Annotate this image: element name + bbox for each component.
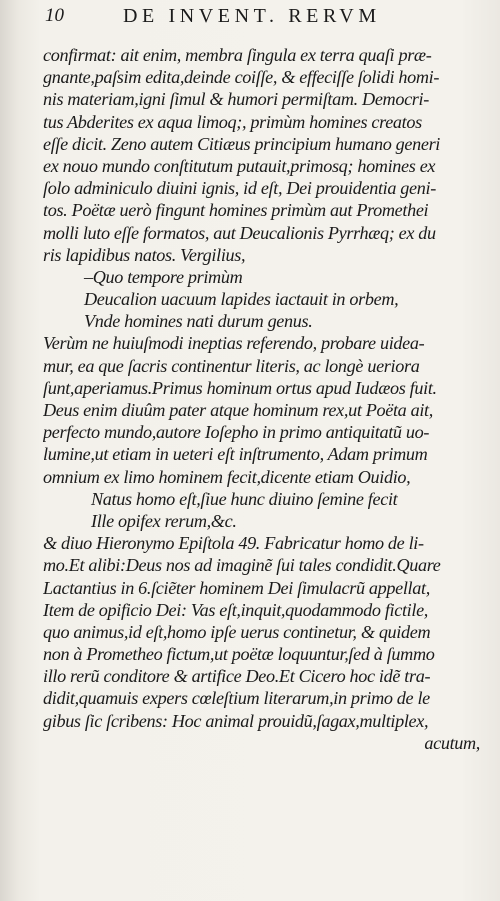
text-line: Natus homo eſt,ſiue hunc diuino ſemine fecit	[91, 488, 398, 509]
text-line: confirmat: ait enim, membra ſingula ex terra quaſi præ-	[43, 45, 432, 65]
body-text	[43, 44, 488, 754]
text-line: quo animus,id eſt,homo ipſe uerus continetur, & quidem	[43, 621, 431, 642]
text-line: molli luto eſſe formatos, aut Deucalionis Pyrrhæq; ex du	[43, 222, 436, 243]
text-line: non à Prometheo fictum,ut poëtæ loquuntur,ſed à ſummo	[43, 644, 435, 665]
text-line: Item de opificio Dei: Vas eſt,inquit,quodammodo fictile,	[43, 599, 428, 620]
text-line: Lactantius in 6.ſciẽter hominem Dei ſimulacrũ appellat,	[43, 577, 430, 598]
text-line: lumine,ut etiam in ueteri eſt inſtrumento, Adam primum	[43, 444, 428, 465]
text-line: Vnde homines nati durum genus.	[84, 311, 313, 332]
text-line: didit,quamuis expers cœleſtium literarum,in primo de le	[43, 688, 430, 709]
text-line: nis materiam,igni ſimul & humori permiſtam. Democri-	[43, 89, 429, 110]
text-line: & diuo Hieronymo Epiſtola 49. Fabricatur homo de li-	[43, 533, 424, 554]
text-line: acutum,	[424, 732, 480, 753]
text-line: ex nouo mundo conſtitutum putauit,primosq; homines ex	[43, 155, 436, 176]
page-number: 10	[45, 5, 64, 26]
text-line: eſſe dicit. Zeno autem Citiæus principium humano generi	[43, 133, 441, 154]
text-line: ſolo adminiculo diuini ignis, id eſt, Dei prouidentia geni-	[43, 178, 436, 199]
text-line: –Quo tempore primùm	[84, 266, 243, 287]
text-line: gibus ſic ſcribens: Hoc animal prouidũ,ſagax,multiplex,	[43, 710, 429, 731]
text-line: illo rerũ conditore & artifice Deo.Et Cicero hoc idẽ tra-	[43, 666, 431, 687]
text-line: tus Abderites ex aqua limoq;, primùm homines creatos	[43, 111, 422, 132]
text-line: tos. Poëtæ uerò fingunt homines primùm aut Promethei	[43, 200, 429, 221]
text-line: Deus enim diuûm pater atque hominum rex,ut Poëta ait,	[43, 400, 433, 420]
text-line: Deucalion uacuum lapides iactauit in orbem,	[84, 289, 399, 310]
text-line: perfecto mundo,autore Ioſepho in primo antiquitatũ uo-	[43, 422, 430, 443]
text-line: mo.Et alibi:Deus nos ad imaginẽ ſui tales condidit.Quare	[43, 555, 441, 576]
text-line: gnante,paſsim edita,deinde coiſſe, & effeciſſe ſolidi homi-	[43, 67, 440, 88]
text-line: ſunt,aperiamus.Primus hominum ortus apud Iudæos fuit.	[43, 377, 437, 398]
text-line: ris lapidibus natos. Vergilius,	[43, 244, 246, 265]
text-line: mur, ea que ſacris continentur literis, ac longè ueriora	[43, 355, 420, 376]
running-head: DE INVENT. RERVM	[123, 5, 381, 27]
text-line: Ille opifex rerum,&c.	[91, 510, 237, 531]
text-line: Verùm ne huiuſmodi ineptias referendo, probare uidea-	[43, 333, 425, 354]
text-line: omnium ex limo hominem fecit,dicente etiam Ouidio,	[43, 466, 411, 487]
page-header	[45, 3, 485, 29]
